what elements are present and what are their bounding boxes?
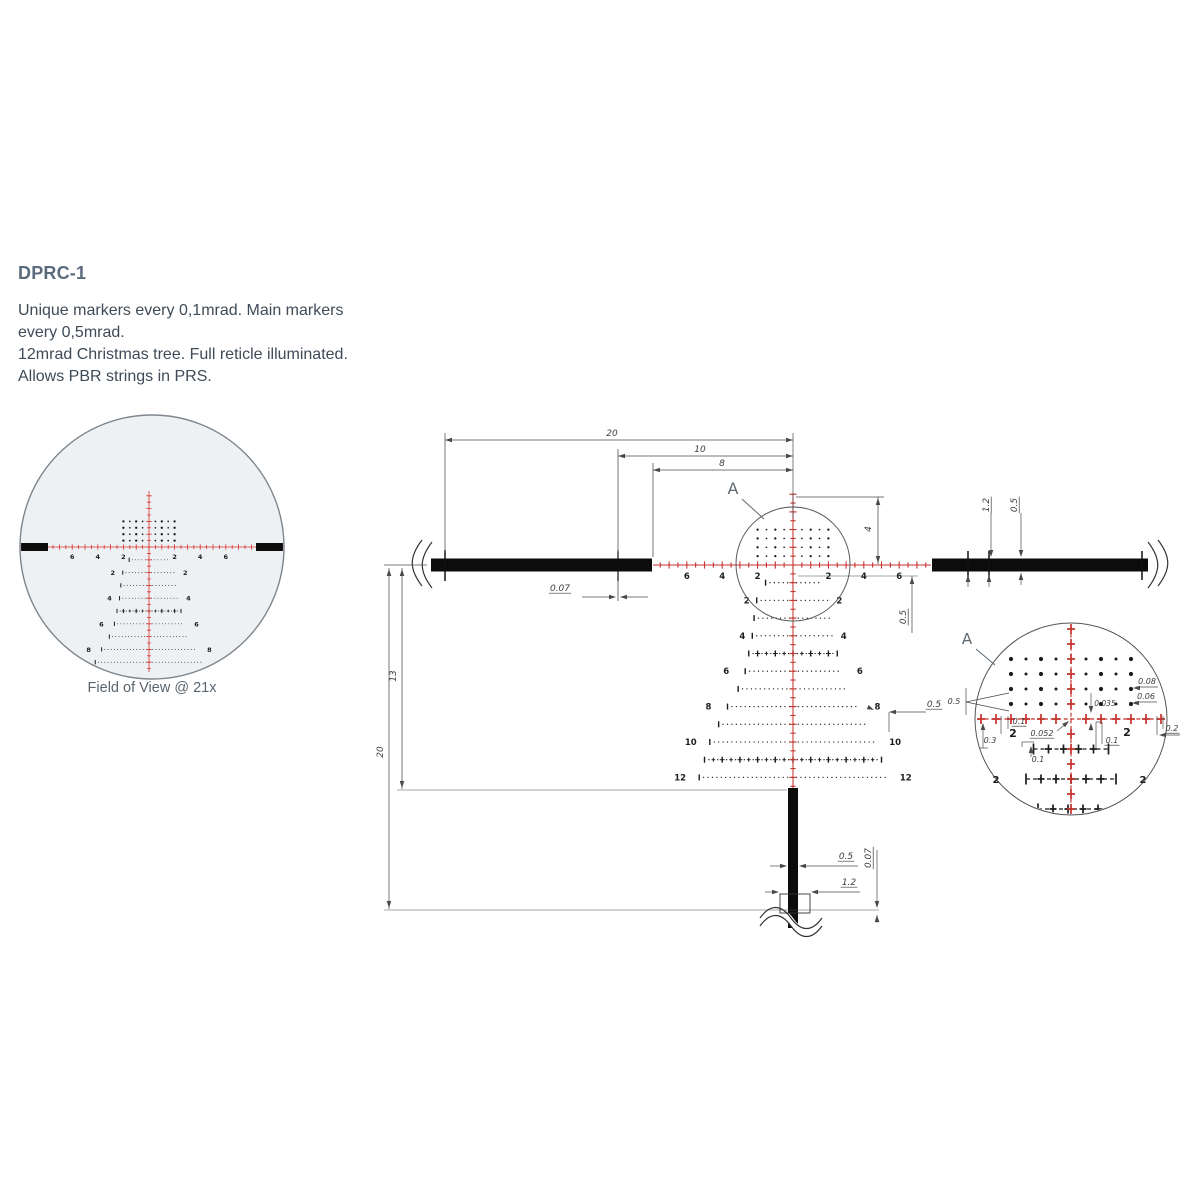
svg-text:4: 4 [95, 553, 101, 561]
dim-width-full [606, 429, 618, 439]
dim-line-half-width [1094, 699, 1116, 708]
dim-main-marker-drop [984, 736, 997, 745]
svg-text:8: 8 [705, 702, 712, 713]
fov-tree-label [110, 569, 115, 577]
svg-text:4: 4 [186, 594, 191, 603]
svg-text:8: 8 [719, 459, 725, 469]
fov-caption: Field of View @ 21x [87, 680, 217, 696]
fov-tree-label [86, 646, 91, 654]
svg-text:8: 8 [874, 702, 881, 713]
svg-text:8: 8 [207, 645, 212, 654]
svg-text:2: 2 [121, 553, 126, 561]
svg-text:2: 2 [825, 572, 832, 582]
svg-text:8: 8 [86, 645, 91, 654]
svg-text:6: 6 [223, 553, 229, 561]
axis-number [684, 572, 690, 582]
svg-text:2: 2 [743, 596, 750, 607]
svg-text:6: 6 [723, 667, 730, 678]
dim-tube-tick [982, 497, 992, 514]
svg-text:20: 20 [606, 429, 618, 439]
svg-text:4: 4 [197, 553, 203, 561]
svg-text:12: 12 [674, 773, 687, 784]
svg-text:2: 2 [754, 572, 761, 582]
axis-number [896, 572, 902, 582]
svg-text:A: A [961, 630, 973, 648]
tree-row-label [900, 773, 912, 783]
dim-center-gap [1030, 729, 1055, 738]
svg-text:0.052: 0.052 [1030, 729, 1054, 738]
dim-grid-row-gap [948, 697, 961, 706]
detail-column-label [1123, 726, 1131, 739]
tree-row-label [739, 632, 745, 642]
svg-text:0.3: 0.3 [983, 736, 997, 745]
tree-row-label [889, 738, 901, 748]
dim-dot-small [1137, 692, 1155, 701]
detail-view-label [962, 630, 973, 648]
svg-text:2: 2 [1123, 726, 1131, 739]
fov-tree-label [194, 620, 199, 628]
svg-text:2: 2 [1009, 727, 1017, 740]
fov-axis-number [70, 553, 75, 561]
detail-view [948, 623, 1180, 815]
dim-major-marker [1165, 724, 1180, 733]
svg-text:4: 4 [860, 572, 867, 582]
axis-number [861, 572, 867, 582]
svg-text:6: 6 [683, 572, 690, 582]
fov-left-post [21, 543, 48, 551]
svg-text:2: 2 [1139, 775, 1147, 786]
axis-number [825, 572, 831, 582]
fov-tree-label [183, 569, 188, 577]
dim-marker-height [1105, 736, 1120, 745]
dim-height-tree [389, 670, 399, 682]
dim-dot-large [1138, 677, 1156, 686]
dim-marker-width [1012, 717, 1027, 726]
fov-axis-number [96, 553, 101, 561]
description-line: every 0,5mrad. [18, 323, 125, 341]
dim-post-width [838, 852, 855, 862]
fov-tree-label [99, 620, 104, 628]
page-title: DPRC-1 [18, 263, 87, 283]
right-post-bar [932, 559, 1148, 572]
fov-tree-label [207, 646, 212, 654]
detail-column-label [1009, 727, 1017, 740]
svg-text:6: 6 [856, 667, 863, 678]
dim-height-full [376, 746, 386, 758]
svg-text:12: 12 [899, 773, 912, 784]
detail-row-label [1140, 775, 1147, 786]
detail-callout-label [728, 479, 739, 498]
svg-text:1.2: 1.2 [841, 878, 857, 888]
svg-text:10: 10 [694, 445, 706, 455]
svg-text:2: 2 [172, 553, 177, 561]
fov-axis-number [224, 553, 229, 561]
svg-text:10: 10 [889, 738, 902, 748]
svg-text:13: 13 [389, 670, 399, 682]
fov-axis-number [198, 553, 203, 561]
dim-height-above [864, 526, 874, 532]
svg-text:0.07: 0.07 [549, 584, 571, 594]
svg-text:0.5: 0.5 [926, 700, 942, 710]
axis-number [755, 572, 761, 582]
svg-text:0.1: 0.1 [1031, 755, 1045, 764]
left-post-bar [431, 559, 652, 572]
svg-text:4: 4 [840, 631, 847, 642]
fov-axis-number [121, 553, 126, 561]
svg-text:0.5: 0.5 [1010, 497, 1020, 513]
fov-tree-label [186, 595, 191, 603]
svg-text:0.08: 0.08 [1138, 677, 1156, 686]
dim-post-line [864, 847, 874, 869]
tree-row-label [841, 632, 847, 642]
dim-width-half [694, 445, 706, 455]
description-line: Allows PBR strings in PRS. [18, 367, 212, 385]
fov-right-post [256, 543, 283, 551]
tree-row-label [857, 667, 863, 677]
tree-row-label [674, 773, 686, 783]
dim-width-tree [719, 459, 725, 469]
svg-text:4: 4 [739, 631, 746, 642]
fov-axis-number [172, 553, 177, 561]
main-dimensions [376, 429, 1023, 923]
svg-text:0.1: 0.1 [1012, 717, 1026, 726]
tree-row-label [723, 667, 729, 677]
svg-text:1.2: 1.2 [982, 497, 992, 513]
dim-axis-drop [899, 609, 909, 626]
description-line: 12mrad Christmas tree. Full reticle illuminated. [18, 345, 348, 363]
dim-marker-spacing [926, 700, 943, 710]
svg-text:0.5: 0.5 [947, 697, 961, 706]
svg-text:6: 6 [896, 572, 903, 582]
svg-text:6: 6 [194, 620, 199, 629]
svg-text:0.07: 0.07 [864, 847, 874, 869]
fov-figure [20, 415, 284, 679]
svg-text:2: 2 [836, 596, 843, 607]
tree-row-label [685, 738, 697, 748]
bottom-post-bar [788, 788, 798, 928]
svg-text:0.5: 0.5 [838, 852, 854, 862]
svg-text:4: 4 [107, 594, 112, 603]
svg-text:4: 4 [719, 572, 726, 582]
detail-row-label [993, 775, 1000, 786]
svg-text:20: 20 [376, 746, 386, 758]
dim-post-base [841, 878, 858, 888]
svg-text:0.2: 0.2 [1165, 724, 1179, 733]
svg-text:2: 2 [992, 775, 1000, 786]
tree-row-label [706, 703, 712, 713]
svg-text:6: 6 [99, 620, 104, 629]
svg-text:A: A [727, 479, 739, 498]
svg-text:0.1: 0.1 [1105, 736, 1119, 745]
svg-text:10: 10 [684, 738, 697, 748]
axis-number [719, 572, 725, 582]
svg-text:0.035: 0.035 [1094, 699, 1116, 708]
svg-text:2: 2 [182, 569, 188, 578]
dim-submarker [1032, 755, 1045, 764]
tree-row-label [875, 703, 881, 713]
svg-text:6: 6 [69, 553, 75, 561]
dim-fine-line [549, 584, 571, 594]
svg-text:4: 4 [864, 526, 874, 532]
svg-text:0.06: 0.06 [1137, 692, 1155, 701]
fov-tree-label [107, 595, 112, 603]
description-line: Unique markers every 0,1mrad. Main markers [18, 302, 344, 319]
svg-text:2: 2 [110, 569, 116, 578]
svg-text:0.5: 0.5 [899, 609, 909, 625]
dim-tube-thickness [1010, 497, 1020, 514]
